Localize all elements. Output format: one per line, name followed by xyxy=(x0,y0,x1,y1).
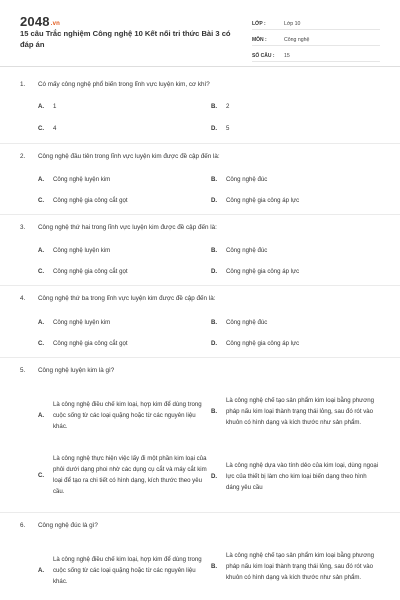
option-b[interactable]: B. 2 xyxy=(211,103,230,110)
meta-key: SỐ CÂU : xyxy=(252,53,275,59)
meta-value: 15 xyxy=(284,53,290,59)
question-stem: 2. Công nghệ đầu tiên trong lĩnh vực luyện kim được đề cập đến là: xyxy=(20,153,220,160)
question-stem: 5. Công nghệ luyện kim là gì? xyxy=(20,367,115,374)
option-d[interactable]: D. 5 xyxy=(211,125,230,132)
option-c[interactable]: C. 4 xyxy=(38,125,57,132)
meta-row-grade xyxy=(252,14,380,30)
page-title: 15 câu Trắc nghiệm Công nghệ 10 Kết nối tri thức Bài 3 có đáp án xyxy=(20,29,231,49)
option-b[interactable]: B. Công nghệ đúc xyxy=(211,319,268,326)
question-divider xyxy=(0,357,400,358)
question-divider xyxy=(0,214,400,215)
option-d[interactable]: D. Công nghệ gia công áp lực xyxy=(211,197,300,204)
logo-text: 2048 xyxy=(20,14,50,29)
site-logo[interactable] xyxy=(20,14,60,29)
option-a[interactable]: A. Công nghệ luyện kim xyxy=(38,247,111,254)
logo-suffix: .vn xyxy=(50,21,61,27)
question-stem: 1. Có mấy công nghệ phổ biến trong lĩnh vực luyện kim, cơ khí? xyxy=(20,81,210,88)
option-a[interactable]: A. Công nghệ luyện kim xyxy=(38,176,111,183)
option-b[interactable]: B. Là công nghệ chế tạo sản phẩm kim loại bằng phương pháp nấu kim loại thành trạng thái lỏng, sau đó rót vào khuôn có hình dạng và kích thước như sản phẩm. xyxy=(211,551,374,581)
meta-row-subject xyxy=(252,30,380,46)
header-divider xyxy=(0,66,400,67)
option-d[interactable]: D. Công nghệ gia công áp lực xyxy=(211,340,300,347)
question-stem: 6. Công nghệ đúc là gì? xyxy=(20,522,98,529)
question-divider xyxy=(0,143,400,144)
meta-value: Lớp 10 xyxy=(284,21,301,27)
option-a[interactable]: A. Là công nghệ điều chế kim loại, hợp kim để dùng trong cuộc sống từ các loại quặng hoặc từ các nguyên liệu khác. xyxy=(38,400,202,430)
meta-row-count xyxy=(252,46,380,62)
option-c[interactable]: C. Công nghệ gia công cắt gọt xyxy=(38,197,128,204)
option-b[interactable]: B. Công nghệ đúc xyxy=(211,247,268,254)
question-divider xyxy=(0,512,400,513)
quiz-meta xyxy=(252,14,380,62)
meta-key: MÔN : xyxy=(252,37,267,43)
option-b[interactable]: B. Công nghệ đúc xyxy=(211,176,268,183)
question-stem: 4. Công nghệ thứ ba trong lĩnh vực luyện kim được đề cập đến là: xyxy=(20,295,216,302)
option-d[interactable]: D. Là công nghệ dựa vào tính dẻo của kim loại, dùng ngoại lực của thiết bị làm cho kim loại biến dạng theo hình dáng yêu cầu xyxy=(211,461,379,491)
option-a[interactable]: A. Công nghệ luyện kim xyxy=(38,319,111,326)
meta-key: LỚP : xyxy=(252,21,266,27)
option-a[interactable]: A. 1 xyxy=(38,103,57,110)
question-divider xyxy=(0,285,400,286)
meta-value: Công nghệ xyxy=(284,37,310,43)
question-stem: 3. Công nghệ thứ hai trong lĩnh vực luyện kim được đề cập đến là: xyxy=(20,224,217,231)
option-c[interactable]: C. Công nghệ gia công cắt gọt xyxy=(38,268,128,275)
option-b[interactable]: B. Là công nghệ chế tạo sản phẩm kim loại bằng phương pháp nấu kim loại thành trạng thái lỏng, sau đó rót vào khuôn có hình dạng và kích thước như sản phẩm. xyxy=(211,396,374,426)
page-header xyxy=(0,0,400,66)
option-a[interactable]: A. Là công nghệ điều chế kim loại, hợp kim để dùng trong cuộc sống từ các loại quặng hoặc từ các nguyên liệu khác. xyxy=(38,555,202,585)
option-d[interactable]: D. Công nghệ gia công áp lực xyxy=(211,268,300,275)
option-c[interactable]: C. Công nghệ gia công cắt gọt xyxy=(38,340,128,347)
option-c[interactable]: C. Là công nghệ thực hiện việc lấy đi một phần kim loại của phôi dưới dạng phoi nhờ các dụng cụ cắt và máy cắt kim loại để tạo ra chi tiết có hình dạng, kích thước theo yêu cầu. xyxy=(38,455,207,495)
